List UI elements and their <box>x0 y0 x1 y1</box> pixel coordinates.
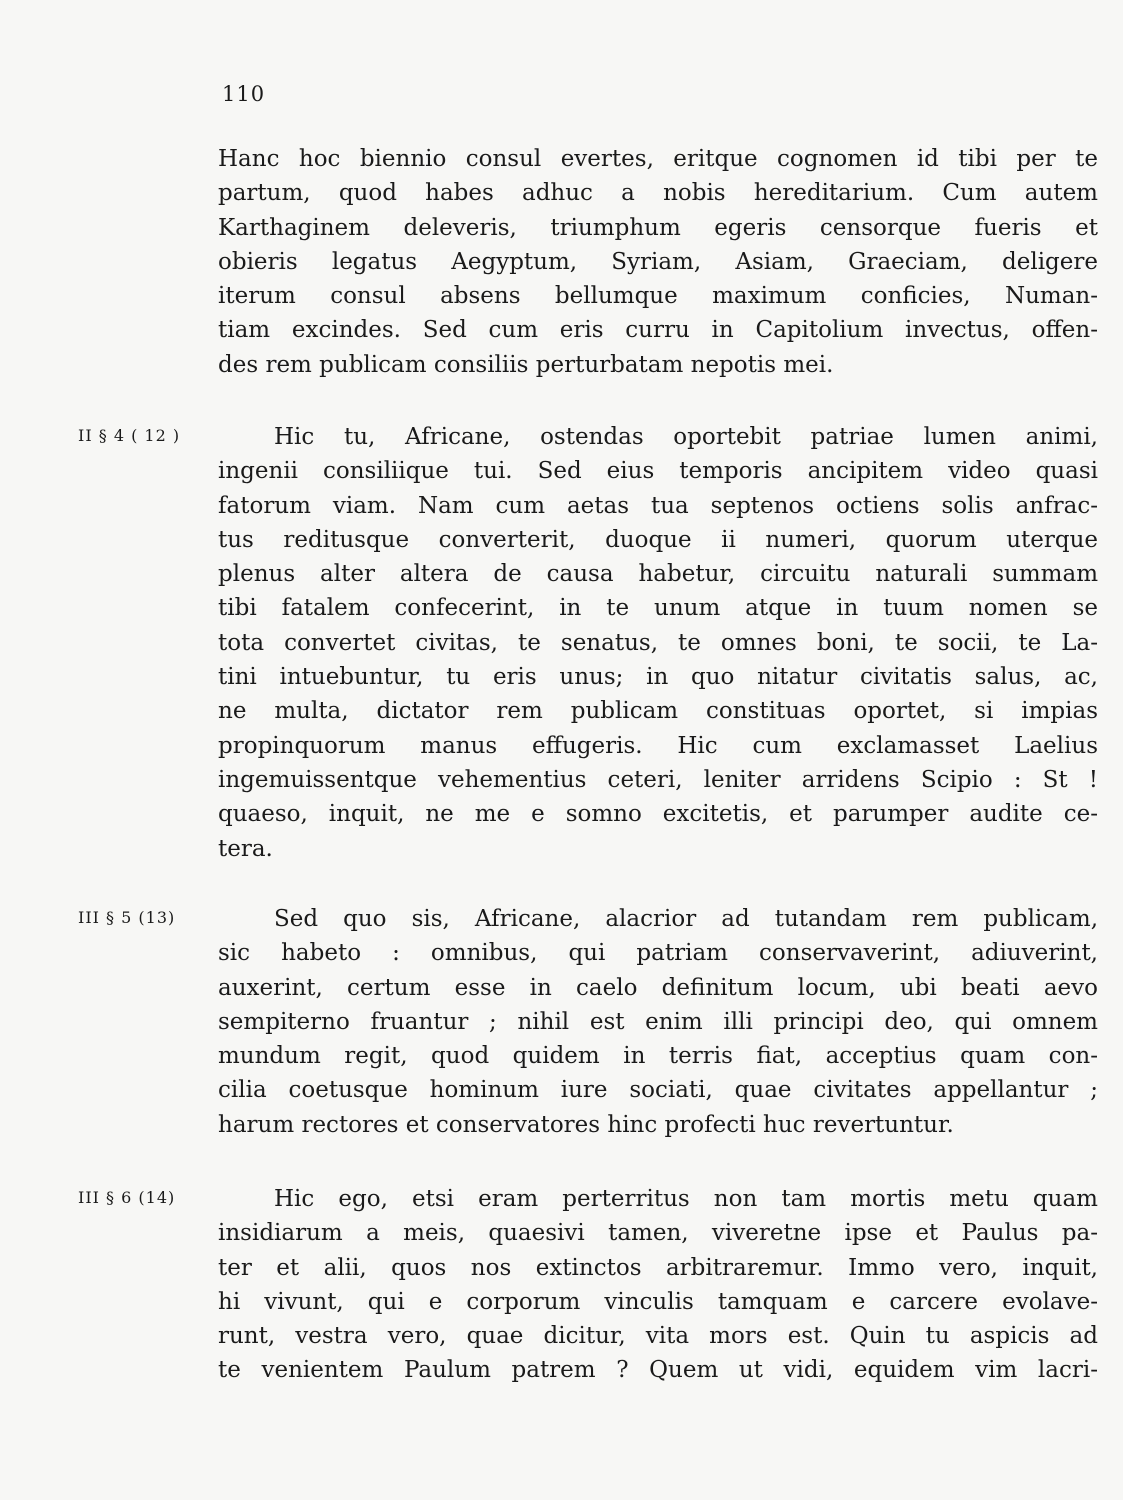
text-line: cilia coetusque hominum iure sociati, quae civitates appellantur ; <box>218 1077 1098 1104</box>
text-line: partum, quod habes adhuc a nobis hereditarium. Cum autem <box>218 180 1098 207</box>
text-line: mundum regit, quod quidem in terris fiat, acceptius quam con- <box>218 1043 1098 1070</box>
paragraph-text <box>218 420 1098 866</box>
text-line: tera. <box>218 835 273 862</box>
text-line: Sed quo sis, Africane, alacrior ad tutandam rem publicam, <box>274 906 1098 932</box>
text-line: ne multa, dictator rem publicam constituas oportet, si impias <box>218 698 1098 725</box>
text-line: iterum consul absens bellumque maximum conficies, Numan- <box>218 283 1098 310</box>
text-line: quaeso, inquit, ne me e somno excitetis, et parumper audite ce- <box>218 801 1098 828</box>
text-line: propinquorum manus effugeris. Hic cum exclamasset Laelius <box>218 732 1098 759</box>
paragraph-text <box>218 1182 1098 1388</box>
text-line: tibi fatalem confecerint, in te unum atque in tuum nomen se <box>218 595 1098 622</box>
text-line: sempiterno fruantur ; nihil est enim illi principi deo, qui omnem <box>218 1008 1098 1035</box>
paragraph-text <box>218 142 1098 382</box>
text-line: Hic tu, Africane, ostendas oportebit patriae lumen animi, <box>274 424 1098 450</box>
text-line: auxerint, certum esse in caelo definitum locum, ubi beati aevo <box>218 974 1098 1001</box>
text-line: fatorum viam. Nam cum aetas tua septenos octiens solis anfrac- <box>218 492 1098 519</box>
text-line: Hanc hoc biennio consul evertes, eritque cognomen id tibi per te <box>218 146 1098 172</box>
text-line: tini intuebuntur, tu eris unus; in quo nitatur civitatis salus, ac, <box>218 664 1098 691</box>
marginal-reference: III § 6 (14) <box>78 1188 176 1207</box>
text-line: te venientem Paulum patrem ? Quem ut vidi, equidem vim lacri- <box>218 1357 1098 1384</box>
text-line: tota convertet civitas, te senatus, te omnes boni, te socii, te La- <box>218 629 1098 656</box>
text-line: des rem publicam consiliis perturbatam nepotis mei. <box>218 351 834 378</box>
page-number: 110 <box>222 82 266 106</box>
text-line: ingenii consiliique tui. Sed eius temporis ancipitem video quasi <box>218 458 1098 485</box>
text-line: Hic ego, etsi eram perterritus non tam mortis metu quam <box>274 1186 1098 1212</box>
text-line: tus reditusque converterit, duoque ii numeri, quorum uterque <box>218 526 1098 553</box>
text-line: harum rectores et conservatores hinc profecti huc revertuntur. <box>218 1111 954 1138</box>
text-line: obieris legatus Aegyptum, Syriam, Asiam, Graeciam, deligere <box>218 248 1098 275</box>
text-line: hi vivunt, qui e corporum vinculis tamquam e carcere evolave- <box>218 1288 1098 1315</box>
text-line: insidiarum a meis, quaesivi tamen, viveretne ipse et Paulus pa- <box>218 1220 1098 1247</box>
text-line: ingemuissentque vehementius ceteri, leniter arridens Scipio : St ! <box>218 766 1098 793</box>
paragraph-text <box>218 902 1098 1142</box>
text-line: tiam excindes. Sed cum eris curru in Capitolium invectus, offen- <box>218 317 1098 344</box>
text-line: runt, vestra vero, quae dicitur, vita mors est. Quin tu aspicis ad <box>218 1323 1098 1350</box>
marginal-reference: II § 4 ( 12 ) <box>78 426 181 445</box>
text-line: sic habeto : omnibus, qui patriam conservaverint, adiuverint, <box>218 940 1098 967</box>
marginal-reference: III § 5 (13) <box>78 908 176 927</box>
text-line: plenus alter altera de causa habetur, circuitu naturali summam <box>218 561 1098 588</box>
text-line: Karthaginem deleveris, triumphum egeris censorque fueris et <box>218 214 1098 241</box>
text-line: ter et alii, quos nos extinctos arbitraremur. Immo vero, inquit, <box>218 1254 1098 1281</box>
